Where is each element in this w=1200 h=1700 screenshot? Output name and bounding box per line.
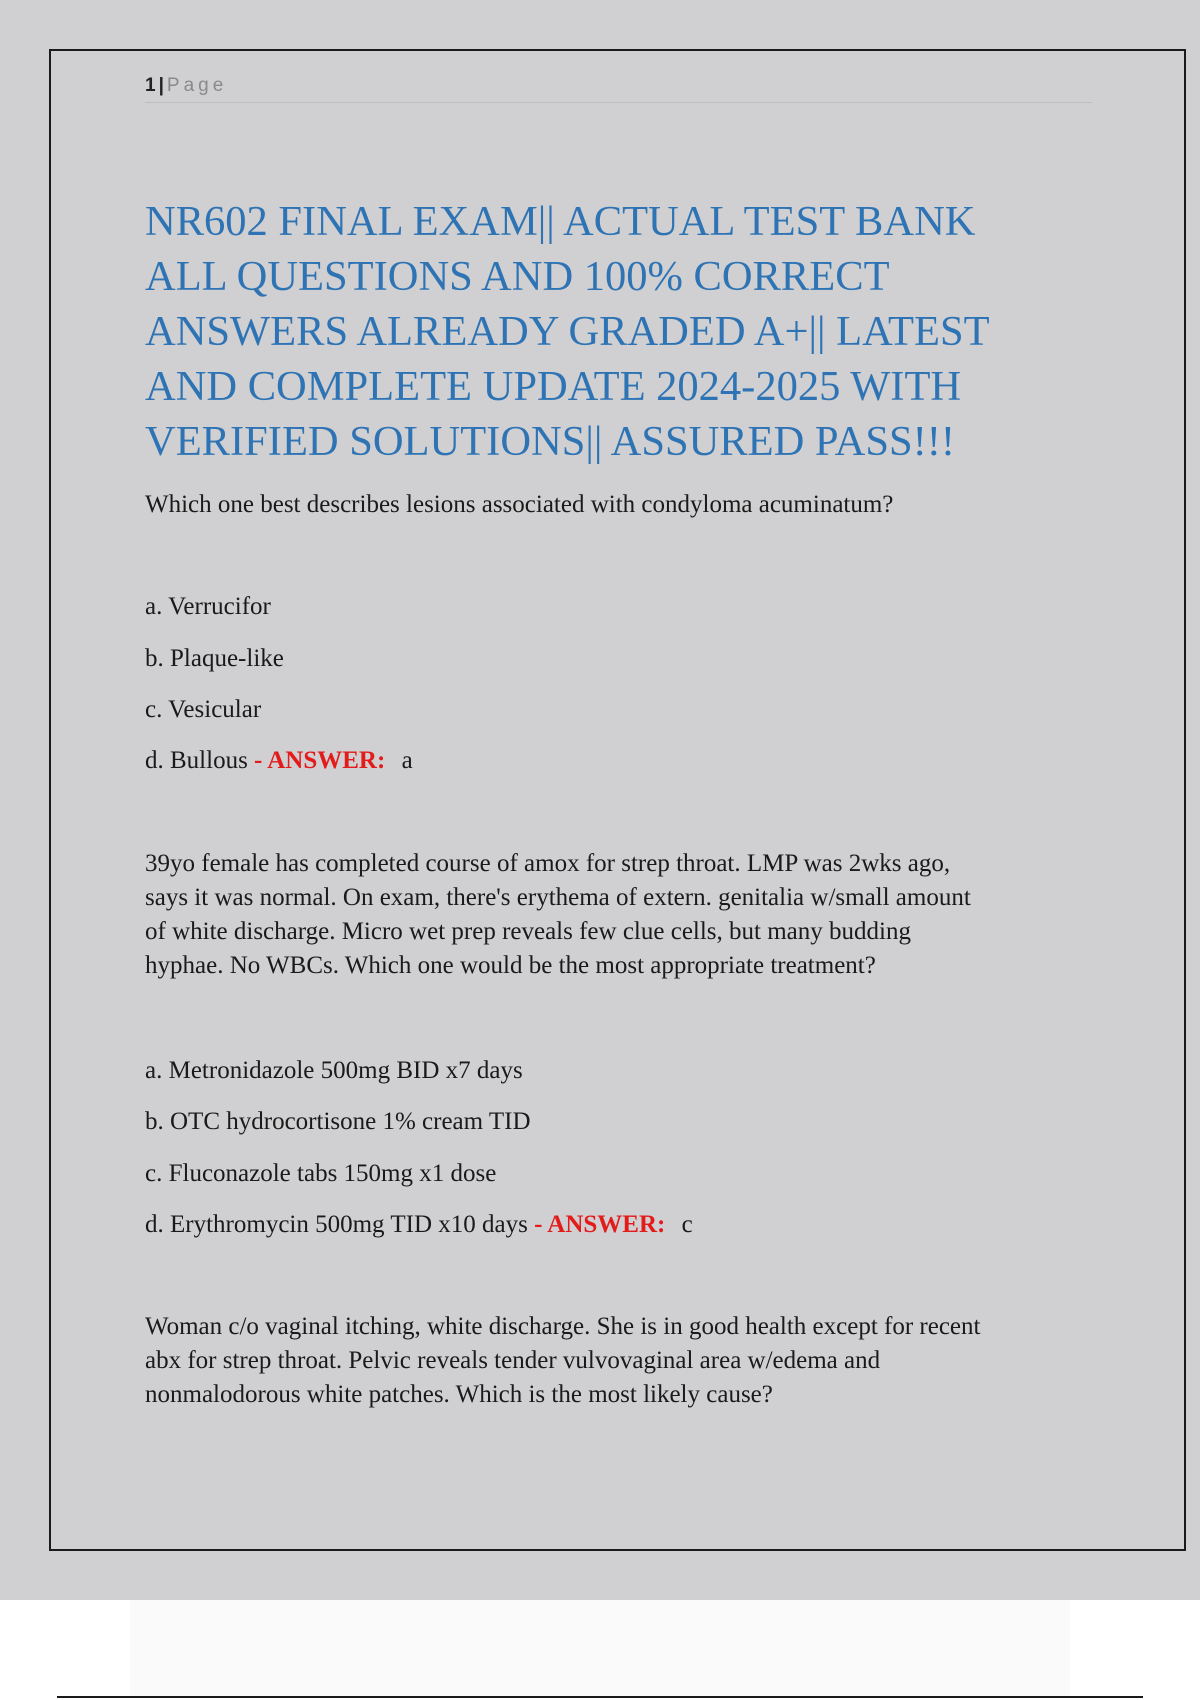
- question-1-option-b: b. Plaque-like: [145, 645, 284, 672]
- question-stem-line: 39yo female has completed course of amox for strep throat. LMP was 2wks ago,: [145, 850, 951, 877]
- document-title: [145, 194, 1095, 469]
- question-stem-line: abx for strep throat. Pelvic reveals tender vulvovaginal area w/edema and: [145, 1347, 881, 1374]
- title-line: AND COMPLETE UPDATE 2024-2025 WITH: [145, 363, 962, 410]
- answer-value: a: [401, 747, 413, 774]
- question-stem-line: Which one best describes lesions associated with condyloma acuminatum?: [145, 491, 894, 518]
- page-number: 1: [145, 75, 156, 96]
- question-stem-line: says it was normal. On exam, there's erythema of extern. genitalia w/small amount: [145, 884, 971, 911]
- option-text: d. Bullous: [145, 747, 248, 774]
- title-line: ANSWERS ALREADY GRADED A+|| LATEST: [145, 308, 990, 355]
- answer-value: c: [681, 1211, 693, 1238]
- next-page-inner: [130, 1600, 1070, 1696]
- question-1-option-c: c. Vesicular: [145, 696, 262, 723]
- question-2-option-b: b. OTC hydrocortisone 1% cream TID: [145, 1108, 531, 1135]
- title-line: NR602 FINAL EXAM|| ACTUAL TEST BANK: [145, 198, 976, 245]
- question-2-stem: [145, 847, 1095, 983]
- page-separator: |: [158, 75, 164, 96]
- page-header: [145, 74, 1092, 103]
- question-stem-line: of white discharge. Micro wet prep reveals few clue cells, but many budding: [145, 918, 911, 945]
- question-3-stem: [145, 1310, 1095, 1412]
- option-text: d. Erythromycin 500mg TID x10 days: [145, 1211, 528, 1238]
- next-page-border: [57, 1696, 1143, 1698]
- question-1-option-d: [145, 744, 413, 778]
- question-stem-line: Woman c/o vaginal itching, white discharge. She is in good health except for recent: [145, 1313, 981, 1340]
- question-1-option-a: a. Verrucifor: [145, 593, 271, 620]
- title-line: ALL QUESTIONS AND 100% CORRECT: [145, 253, 890, 300]
- question-2-option-d: [145, 1208, 693, 1242]
- question-stem-line: hyphae. No WBCs. Which one would be the most appropriate treatment?: [145, 952, 876, 979]
- answer-label: - ANSWER:: [254, 747, 386, 774]
- page-label: Page: [166, 75, 228, 96]
- question-2-option-a: a. Metronidazole 500mg BID x7 days: [145, 1057, 523, 1084]
- question-2-option-c: c. Fluconazole tabs 150mg x1 dose: [145, 1160, 497, 1187]
- question-stem-line: nonmalodorous white patches. Which is the most likely cause?: [145, 1381, 773, 1408]
- answer-label: - ANSWER:: [534, 1211, 666, 1238]
- question-1-stem: [145, 488, 1095, 522]
- title-line: VERIFIED SOLUTIONS|| ASSURED PASS!!!: [145, 418, 956, 465]
